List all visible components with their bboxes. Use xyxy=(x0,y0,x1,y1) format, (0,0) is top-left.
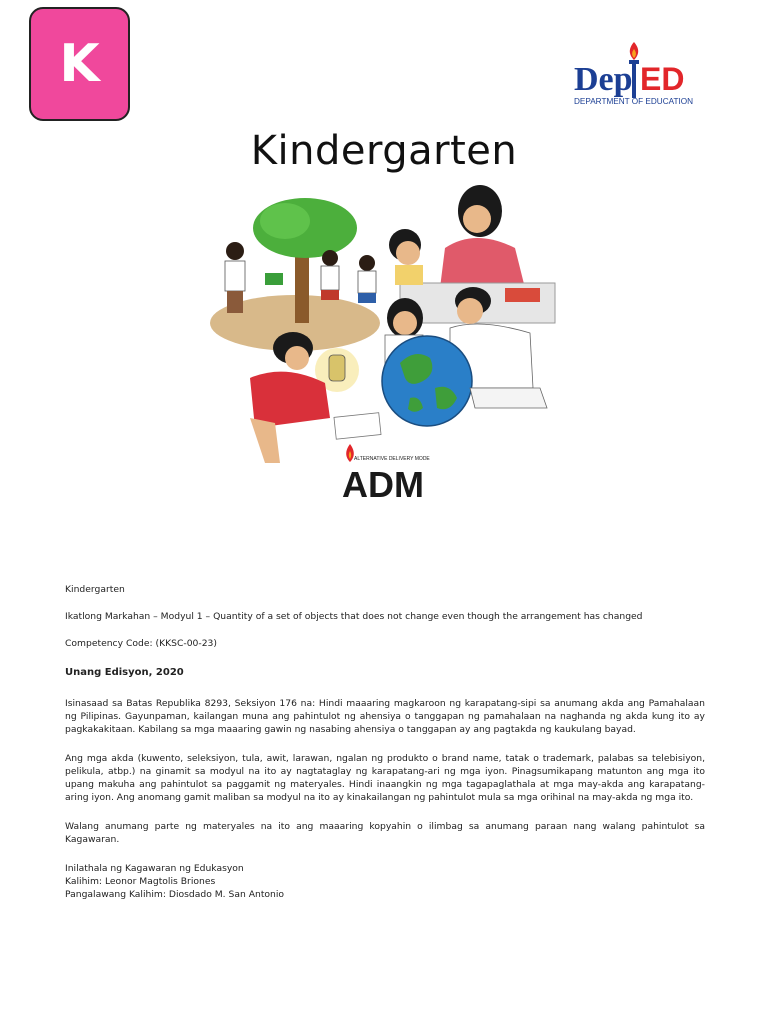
deped-logo-dep: Dep xyxy=(574,61,633,98)
globe-icon xyxy=(382,336,472,426)
undersecretary-line: Pangalawang Kalihim: Diosdado M. San Antonio xyxy=(65,889,285,900)
child-head xyxy=(226,242,244,260)
deped-logo xyxy=(572,38,706,110)
adm-text: ADM xyxy=(342,464,424,502)
copyright-paragraph-1: Isinasaad sa Batas Republika 8293, Seksiyon 176 na: Hindi maaaring magkaroon ng karapatang-sipi sa anumang akda ang Pamahalaan ng Pilipinas. Gayunpaman, kailangan muna ang pahintulot ng ahensiya o tanggapan ng pamahalaan na naghanda ng akda kung ito ay pagkakakitaan. Kabilang sa mga maaaring gawin ng nasabing ahensiya o tanggapan ay ang pagtakda ng kaukulang bayad. xyxy=(65,698,705,735)
boy-shirt xyxy=(250,372,330,428)
copyright-paragraph-2: Ang mga akda (kuwento, seleksiyon, tula, awit, larawan, ngalan ng produkto o brand name, tatak o trademark, palabas sa telebisiyon, pelikula, atbp.) na ginamit sa modyul na ito ay nagtataglay ng karapatang-ari ng mga iyon. Pinagsumikapang matunton ang mga ito upang makuha ang pahintulot sa paggamit ng materyales. Hindi inaangkin ng mga tagapaglathala at mga may-akda ang karapatang-aring iyon. Ang anomang gamit maliban sa modyul na ito ay kinakailangan ng pahintulot mula sa mga orihinal na may-akda ng mga ito. xyxy=(65,753,705,803)
deped-logo-subtitle: DEPARTMENT OF EDUCATION xyxy=(574,97,694,106)
edition-label: Unang Edisyon, 2020 xyxy=(65,667,184,678)
copyright-section xyxy=(65,583,705,901)
adm-tagline: ALTERNATIVE DELIVERY MODE xyxy=(354,456,430,462)
adm-logo xyxy=(340,440,430,502)
badge-letter: K xyxy=(59,34,100,94)
publisher-line: Inilathala ng Kagawaran ng Edukasyon xyxy=(65,863,244,874)
teacher-shirt xyxy=(440,238,525,288)
deped-logo-ed: ED xyxy=(640,61,685,97)
competency-code: Competency Code: (KKSC-00-23) xyxy=(65,638,217,649)
module-title: Ikatlong Markahan – Modyul 1 – Quantity of a set of objects that does not change even though the arrangement has changed xyxy=(65,611,643,622)
secretary-line: Kalihim: Leonor Magtolis Briones xyxy=(65,876,216,887)
cover-illustration xyxy=(205,183,565,483)
grade-label: Kindergarten xyxy=(65,584,125,595)
kindergarten-badge xyxy=(29,7,130,121)
lantern-icon xyxy=(329,355,345,381)
cover-title: Kindergarten xyxy=(250,128,518,174)
copyright-paragraph-3: Walang anumang parte ng materyales na ito ang maaaring kopyahin o ilimbag sa anumang paraan nang walang pahintulot sa Kagawaran. xyxy=(65,821,705,845)
